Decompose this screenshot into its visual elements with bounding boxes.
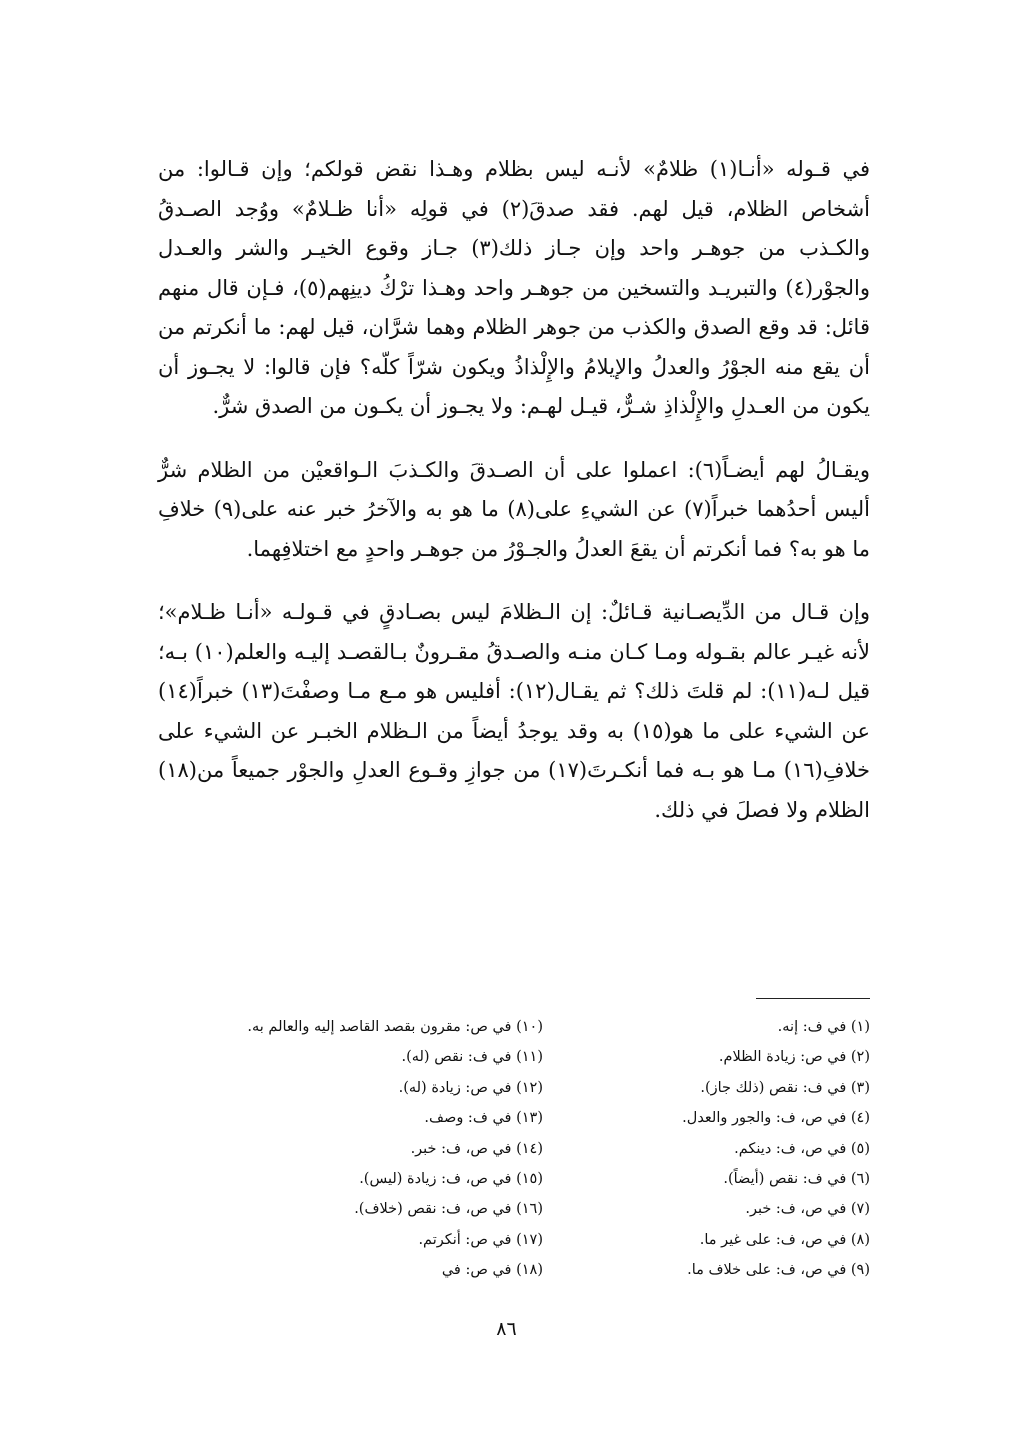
footnote-7: (٧) في ص، ف: خبر. <box>745 1201 870 1218</box>
footnote-13: (١٣) في ف: وصف. <box>424 1110 543 1127</box>
footnote-17: (١٧) في ص: أنكرتم. <box>418 1231 543 1248</box>
footnotes-column-right <box>570 1012 870 1286</box>
footnote-12: (١٢) في ص: زيادة (له). <box>398 1079 543 1096</box>
paragraph-3: وإن قـال من الدِّيصـانية قـائلٌ: إن الـظلامَ ليس بصـادقٍ في قـولـه «أنـا ظـلام»؛ لأنه غيـر عالم بقـوله ومـا كـان منـه والصـدقُ مقـرونٌ بـالقصـد إليـه والعلم(١٠) بـه؛ قيل لـه(١١): لم قلتَ ذلك؟ ثم يقـال(١٢): أفليس هو مـع مـا وصفْتَ(١٣) خبراً(١٤) عن الشيء على ما هو(١٥) به وقد يوجدُ أيضاً من الـظلام الخبـر عن الشيء على خلافِ(١٦) مـا هو بـه فما أنكـرتَ(١٧) من جوازِ وقـوع العدلِ والجوْر جميعاً من(١٨) الظلام ولا فصلَ في ذلك. <box>158 600 871 822</box>
footnote-8: (٨) في ص، ف: على غير ما. <box>699 1231 870 1248</box>
footnote-3: (٣) في ف: نقص (ذلك جاز). <box>700 1079 870 1096</box>
footnote-separator <box>756 998 870 999</box>
footnote-15: (١٥) في ص، ف: زيادة (ليس). <box>359 1171 543 1188</box>
footnote-6: (٦) في ف: نقص (أيضاً). <box>723 1171 870 1188</box>
paragraph-2: ويقـالُ لهم أيضـاً(٦): اعملوا على أن الصـدقَ والكـذبَ الـواقعيْن من الظلام شرٌّ أليس أحدُهما خبراً(٧) عن الشيءِ على(٨) ما هو به والآخرُ خبر عنه على(٩) خلافِ ما هو به؟ فما أنكرتم أن يقعَ العدلُ والجـوْرُ من جوهـر واحدٍ مع اختلافِهما. <box>158 457 871 561</box>
paragraph-1: في قـوله «أنـا(١) ظلامٌ» لأنـه ليس بظلام وهـذا نقض قولكم؛ وإن قـالوا: من أشخاص الظلام، قيل لهم. فقد صدقَ(٢) في قولِه «أنا ظـلامٌ» ووُجد الصـدقُ والكـذب من جوهـر واحد وإن جـاز ذلك(٣) جـاز وقوع الخيـر والشر والعـدل والجوْر(٤) والتبريـد والتسخين من جوهـر واحد وهـذا ترْكُ دينِهم(٥)، فـإن قال منهم قائل: قد وقع الصدق والكذب من جوهر الظلام وهما شرَّان، قيل لهم: ما أنكرتم من أن يقع منه الجوْرُ والعدلُ والإيلامُ والإِلْذاذُ ويكون شرّاً كلّه؟ فإن قالوا: لا يجـوز أن يكون من العـدلِ والإِلْذاذِ شـرٌّ، قيـل لهـم: ولا يجـوز أن يكـون من الصدق شرٌّ. <box>158 157 870 418</box>
footnote-5: (٥) في ص، ف: دينكم. <box>734 1140 870 1157</box>
main-text <box>158 150 870 830</box>
footnote-1: (١) في ف: إنه. <box>777 1019 870 1035</box>
page-number: ٨٦ <box>496 1318 517 1340</box>
footnote-14: (١٤) في ص، ف: خبر. <box>410 1140 543 1157</box>
footnote-18: (١٨) في ص: في <box>441 1262 543 1279</box>
footnote-11: (١١) في ف: نقص (له). <box>401 1049 543 1066</box>
footnote-2: (٢) في ص: زيادة الظلام. <box>718 1049 870 1066</box>
footnote-10: (١٠) في ص: مقرون بقصد القاصد إليه والعالم به. <box>247 1019 543 1035</box>
footnote-4: (٤) في ص، ف: والجور والعدل. <box>682 1110 870 1127</box>
footnote-16: (١٦) في ص، ف: نقص (خلاف). <box>354 1201 543 1218</box>
footnotes-column-left <box>163 1012 543 1286</box>
footnote-9: (٩) في ص، ف: على خلاف ما. <box>687 1262 870 1279</box>
